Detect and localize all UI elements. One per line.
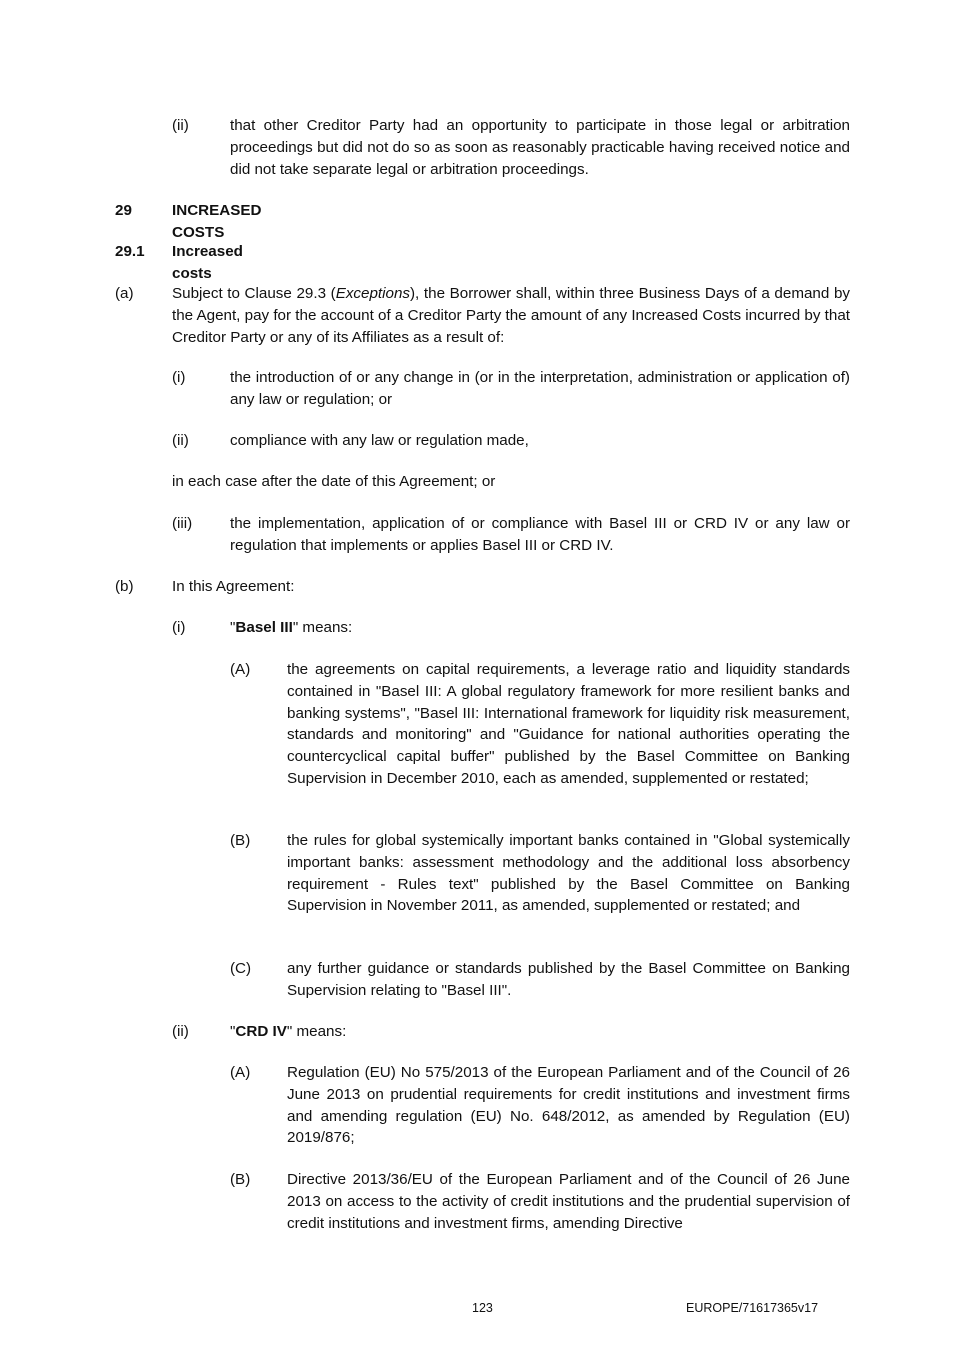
definition-heading	[230, 1021, 850, 1043]
defined-term: Basel III	[235, 619, 293, 636]
quote-mark: "	[230, 1023, 236, 1040]
clause-title: INCREASED COSTS	[172, 202, 262, 241]
italic-reference: Exceptions	[335, 285, 410, 302]
quote-mark: "	[230, 619, 236, 636]
item-text: the introduction of or any change in (or in the interpretation, administration or application of) any law or regulation; or	[230, 369, 850, 408]
item-text: Regulation (EU) No 575/2013 of the European Parliament and of the Council of 26 June 2013 on prudential requirements for credit institutions and investment firms and amending regulation (EU) No. 648/2012, as amended by Regulation (EU) 2019/876;	[287, 1064, 850, 1147]
defined-term: CRD IV	[235, 1023, 287, 1040]
item-label: (B)	[230, 1171, 251, 1188]
text-segment: Subject to Clause 29.3 (	[172, 285, 336, 302]
item-label: (ii)	[172, 1023, 189, 1040]
item-text: the agreements on capital requirements, a leverage ratio and liquidity standards contained in "Basel III: A global regulatory framework for more resilient banks and banking systems", "Basel III: International framework for liquidity risk measurement, standards and monitoring" and "Guidance for national authorities operating the countercyclical capital buffer" published by the Basel Committee on Banking Supervision in December 2010, each as amended, supplemented or restated;	[287, 661, 850, 787]
page-number: 123	[472, 1301, 493, 1315]
item-label: (i)	[172, 369, 186, 386]
item-label: (C)	[230, 960, 252, 977]
subclause-number: 29.1	[115, 243, 145, 260]
item-text: In this Agreement:	[172, 578, 295, 595]
item-label: (A)	[230, 1064, 251, 1081]
text-segment: ), the Borrower shall, within three Business Days of a demand by the Agent, pay for the account of a Creditor Party the amount of any Increased Costs incurred by that Creditor Party or any of its Affiliates as a result of:	[172, 285, 850, 346]
item-label: (a)	[115, 285, 134, 302]
item-text: that other Creditor Party had an opportunity to participate in those legal or arbitration proceedings but did not do so as soon as reasonably practicable having received notice and did not take separate legal or arbitration proceedings.	[230, 117, 850, 178]
item-label: (iii)	[172, 515, 193, 532]
definition-heading	[230, 617, 850, 639]
document-reference: EUROPE/71617365v17	[686, 1301, 819, 1315]
item-label: (A)	[230, 661, 251, 678]
item-label: (ii)	[172, 432, 189, 449]
means-text: " means:	[286, 1023, 347, 1040]
item-label: (i)	[172, 619, 186, 636]
item-text: the implementation, application of or compliance with Basel III or CRD IV or any law or regulation that implements or applies Basel III or CRD IV.	[230, 515, 850, 554]
item-label: (b)	[115, 578, 134, 595]
item-text	[172, 283, 850, 348]
item-text: Directive 2013/36/EU of the European Parliament and of the Council of 26 June 2013 on access to the activity of credit institutions and the prudential supervision of credit institutions and investment firms, amending Directive	[287, 1171, 850, 1232]
clause-number: 29	[115, 202, 132, 219]
item-text: the rules for global systemically important banks contained in "Global systemically important banks: assessment methodology and the additional loss absorbency requirement - Rules text" published by the Basel Committee on Banking Supervision in November 2011, as amended, supplemented or restated; and	[287, 832, 850, 915]
item-label: (B)	[230, 832, 251, 849]
item-text: any further guidance or standards published by the Basel Committee on Banking Supervision relating to "Basel III".	[287, 960, 850, 999]
means-text: " means:	[292, 619, 353, 636]
item-label: (ii)	[172, 117, 189, 134]
subclause-title: Increased costs	[172, 243, 243, 282]
continuation-line: in each case after the date of this Agreement; or	[172, 473, 496, 490]
item-text: compliance with any law or regulation made,	[230, 432, 529, 449]
